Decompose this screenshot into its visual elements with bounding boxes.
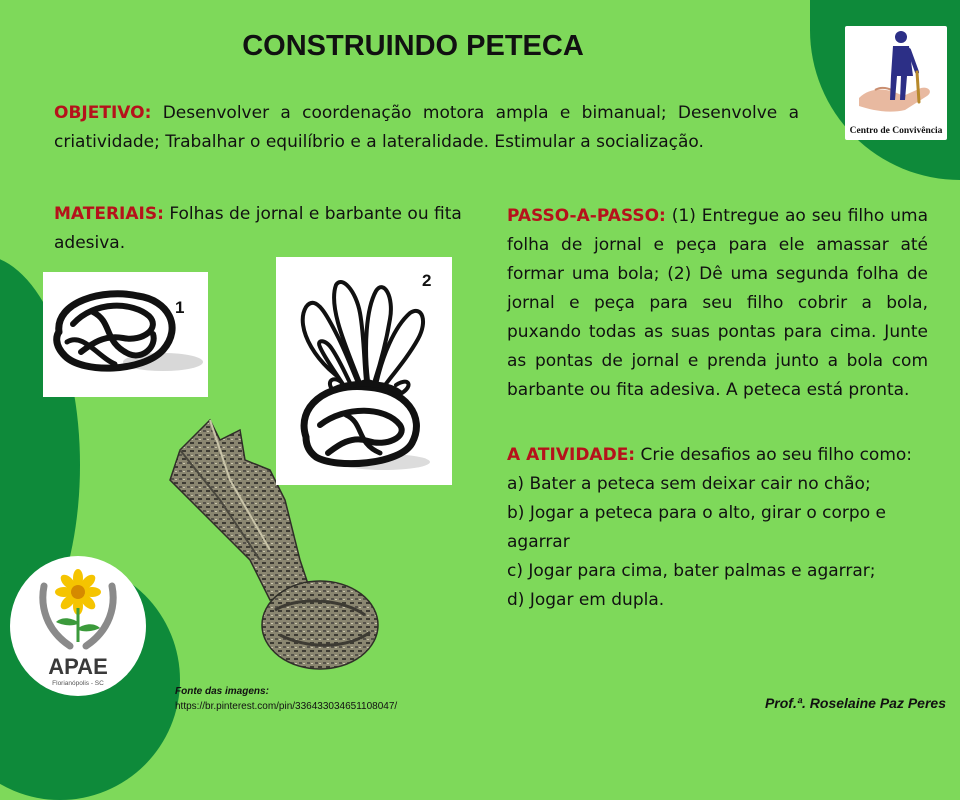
objective-text: Desenvolver a coordenação motora ampla e bimanual; Desenvolve a criatividade; Trabalhar o equilíbrio e a lateralidade. Estimular a socialização. — [54, 103, 799, 152]
activity-item: a) Bater a peteca sem deixar cair no chão; — [507, 474, 871, 494]
objective-label: OBJETIVO: — [54, 103, 152, 123]
flower-hands-icon — [10, 556, 146, 656]
centro-de-convivencia-logo — [845, 26, 947, 140]
objective-section — [54, 99, 799, 157]
steps-section — [507, 202, 928, 405]
step1-number: 1 — [175, 298, 185, 317]
materials-label: MATERIAIS: — [54, 204, 164, 224]
steps-text: (1) Entregue ao seu filho uma folha de jornal e peça para ele amassar até formar uma bola; (2) Dê uma segunda folha de jornal e peça para seu filho cobrir a bola, puxando todas as suas pontas para cima. Junte as pontas de jornal e prenda junto a bola com barbante ou fita adesiva. A peteca está pronta. — [507, 206, 928, 400]
author-credit: Prof.ª. Roselaine Paz Peres — [764, 695, 946, 711]
page-title: CONSTRUINDO PETECA — [242, 30, 584, 62]
step1-illustration — [43, 272, 208, 397]
apae-name: APAE — [48, 654, 108, 679]
activity-section — [507, 441, 928, 615]
step2-illustration — [276, 257, 452, 485]
apae-city: Florianópolis - SC — [52, 680, 104, 687]
logo-caption: Centro de Convivência — [849, 126, 943, 136]
image-sources-url: https://br.pinterest.com/pin/336433034651108047/ — [175, 701, 398, 712]
step2-number: 2 — [422, 271, 432, 290]
activity-item: c) Jogar para cima, bater palmas e agarrar; — [507, 561, 876, 581]
activity-item: d) Jogar em dupla. — [507, 590, 665, 610]
activity-label: A ATIVIDADE: — [507, 445, 636, 465]
activity-intro — [507, 441, 928, 470]
activity-intro-text: Crie desafios ao seu filho como: — [640, 445, 913, 465]
steps-label: PASSO-A-PASSO: — [507, 206, 666, 226]
activity-item: b) Jogar a peteca para o alto, girar o corpo e agarrar — [507, 503, 886, 552]
materials-section — [54, 200, 484, 258]
peteca-drawing — [276, 257, 452, 485]
crumpled-ball-drawing — [43, 272, 208, 397]
apae-logo — [10, 556, 146, 696]
materials-text: Folhas de jornal e barbante ou fita adesiva. — [54, 204, 462, 253]
elderly-person-icon — [845, 26, 947, 116]
image-sources-label: Fonte das imagens: — [175, 686, 269, 697]
